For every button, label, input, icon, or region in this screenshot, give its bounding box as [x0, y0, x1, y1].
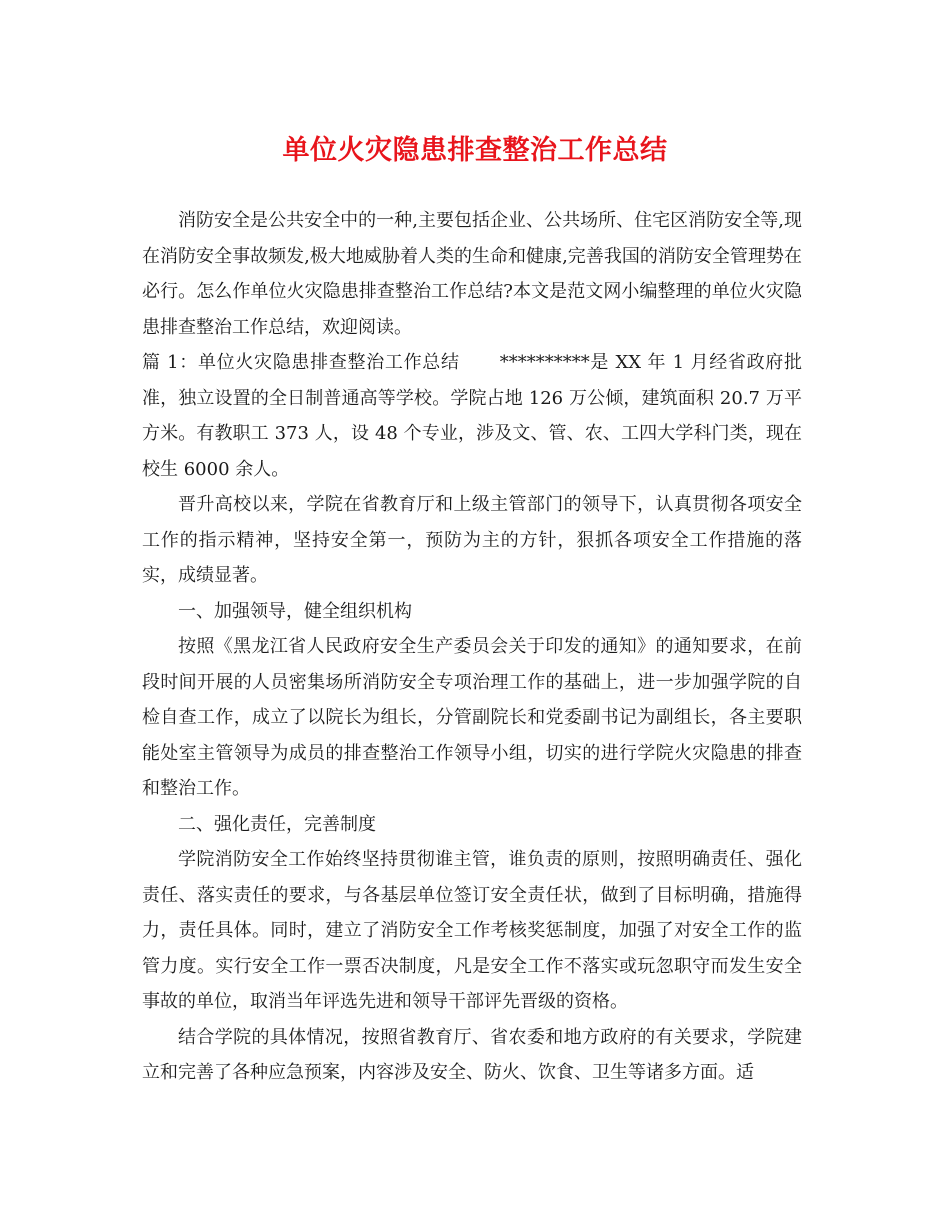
- body-paragraph: 按照《黑龙江省人民政府安全生产委员会关于印发的通知》的通知要求，在前段时间开展的人员密集场所消防安全专项治理工作的基础上，进一步加强学院的自检自查工作，成立了以院长为组长，分管副院长和党委副书记为副组长，各主要职能处室主管领导为成员的排查整治工作领导小组，切实的进行学院火灾隐患的排查和整治工作。: [142, 636, 802, 799]
- section-intro-text: **********是 XX 年 1 月经省政府批准，独立设置的全日制普通高等学校。学院占地 126 万公倾，建筑面积 20.7 万平方米。有教职工 373 人，设 48 个专业，涉及文、管、农、工四大学科门类，现在校生 6000 余人。: [142, 352, 802, 480]
- body-paragraph: 学院消防安全工作始终坚持贯彻谁主管，谁负责的原则，按照明确责任、强化责任、落实责任的要求，与各基层单位签订安全责任状，做到了目标明确，措施得力，责任具体。同时，建立了消防安全工作考核奖惩制度，加强了对安全工作的监管力度。实行安全工作一票否决制度，凡是安全工作不落实或玩忽职守而发生安全事故的单位，取消当年评选先进和领导干部评先晋级的资格。: [142, 849, 802, 1012]
- subheading: 二、强化责任，完善制度: [178, 813, 376, 835]
- subheading: 一、加强领导，健全组织机构: [178, 600, 412, 622]
- section-heading: 篇 1：单位火灾隐患排查整治工作总结: [142, 352, 460, 373]
- intro-paragraph: 消防安全是公共安全中的一种,主要包括企业、公共场所、住宅区消防安全等,现在消防安全事故频发,极大地威胁着人类的生命和健康,完善我国的消防安全管理势在必行。怎么作单位火灾隐患排查整治工作总结?本文是范文网小编整理的单位火灾隐患排查整治工作总结，欢迎阅读。: [142, 210, 802, 338]
- body-paragraph: 结合学院的具体情况，按照省教育厅、省农委和地方政府的有关要求，学院建立和完善了各种应急预案，内容涉及安全、防火、饮食、卫生等诸多方面。适: [142, 1026, 802, 1083]
- section-paragraph: [142, 345, 802, 487]
- document-title: 单位火灾隐患排查整治工作总结: [282, 135, 668, 166]
- document-body: [142, 203, 802, 1091]
- body-paragraph: 晋升高校以来，学院在省教育厅和上级主管部门的领导下，认真贯彻各项安全工作的指示精神，坚持安全第一，预防为主的方针，狠抓各项安全工作措施的落实，成绩显著。: [142, 494, 802, 586]
